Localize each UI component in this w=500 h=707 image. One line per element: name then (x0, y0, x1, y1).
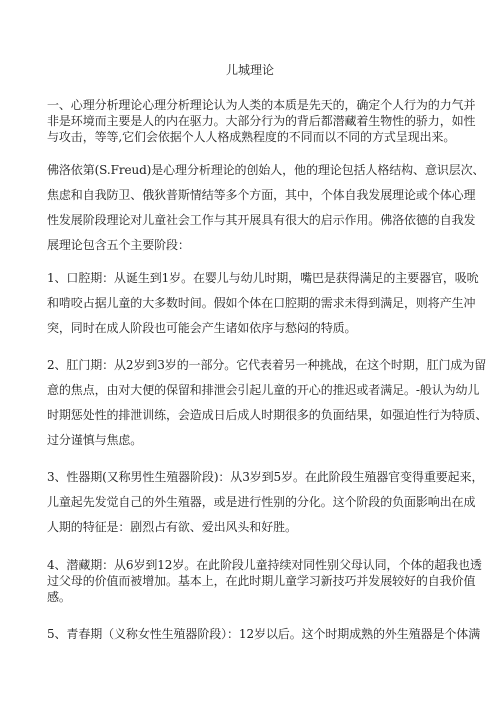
paragraph-line: 2、肛门期：从2岁到3岁的一部分。它代表着另一种挑战，在这个时期，肛门成为留 (47, 358, 487, 372)
paragraph-line: 佛洛依第(S.Freud)是心理分析理论的创始人，他的理论包括人格结构、意识层次、 (47, 163, 485, 177)
paragraph-line: 感。 (47, 590, 71, 604)
paragraph-line: 焦虑和自我防卫、俄狄普斯情结等多个方面，其中，个体自我发展理论或个体心理 (47, 188, 476, 202)
paragraph-line: 性发展阶段理论对儿童社会工作与其开展具有很大的启示作用。佛洛依德的自我发 (47, 213, 476, 227)
paragraph-line: 非是环境而主要是人的内在驱力。大部分行为的背后都潜藏着生物性的骄力，如性 (47, 114, 476, 128)
paragraph-line: 过父母的价值而被增加。基本上，在此时期儿童学习新技巧并发展较好的自我价值 (47, 574, 476, 588)
paragraph-line: 4、潜藏期：从6岁到12岁。在此阶段儿童持续对同性别父母认同，个体的超我也透 (47, 558, 482, 572)
paragraph-line: 和啃咬占据儿童的大多数时间。假如个体在口腔期的需求未得到满足，则将产生冲 (47, 296, 476, 310)
paragraph-line: 3、性器期(又称男性生殖器阶段)：从3岁到5岁。在此阶段生殖器官变得重要起来， (47, 470, 484, 484)
paragraph-line: 突，同时在成人阶段也可能会产生诸如依序与愁闷的特质。 (47, 321, 357, 335)
paragraph-line: 1、口腔期：从诞生到1岁。在婴儿与幼儿时期，嘴巴是获得满足的主要器官，吸吮 (47, 271, 479, 285)
paragraph-line: 与攻击，等等,它们会依据个人人格成熟程度的不同而以不同的方式呈现出来。 (47, 130, 456, 144)
paragraph-line: 时期惩处性的排泄训练，会造成日后成人时期很多的负面结果，如强迫性行为特质、 (47, 408, 488, 422)
paragraph-line: 意的焦点，由对大便的保留和排泄会引起儿童的开心的推迟或者满足。-般认为幼儿 (47, 383, 480, 397)
paragraph-line: 展理论包含五个主要阶段： (47, 238, 190, 252)
paragraph-line: 人期的特征是：剧烈占有欲、爱出风头和好胜。 (47, 520, 297, 534)
paragraph-line: 5、青春期（义称女性生殖器阶段）：12岁以后。这个时期成熟的外生殖器是个体满 (47, 627, 481, 641)
paragraph-line: 过分谨慎与焦虑。 (47, 433, 143, 447)
paragraph-line: 儿童起先发觉自己的外生殖器，或是进行性别的分化。这个阶段的负面影响出在成 (47, 495, 476, 509)
paragraph-line: 一、心理分析理论心理分析理论认为人类的本质是先天的，确定个人行为的力气并 (47, 98, 476, 112)
document-title: 儿城理论 (225, 63, 274, 77)
